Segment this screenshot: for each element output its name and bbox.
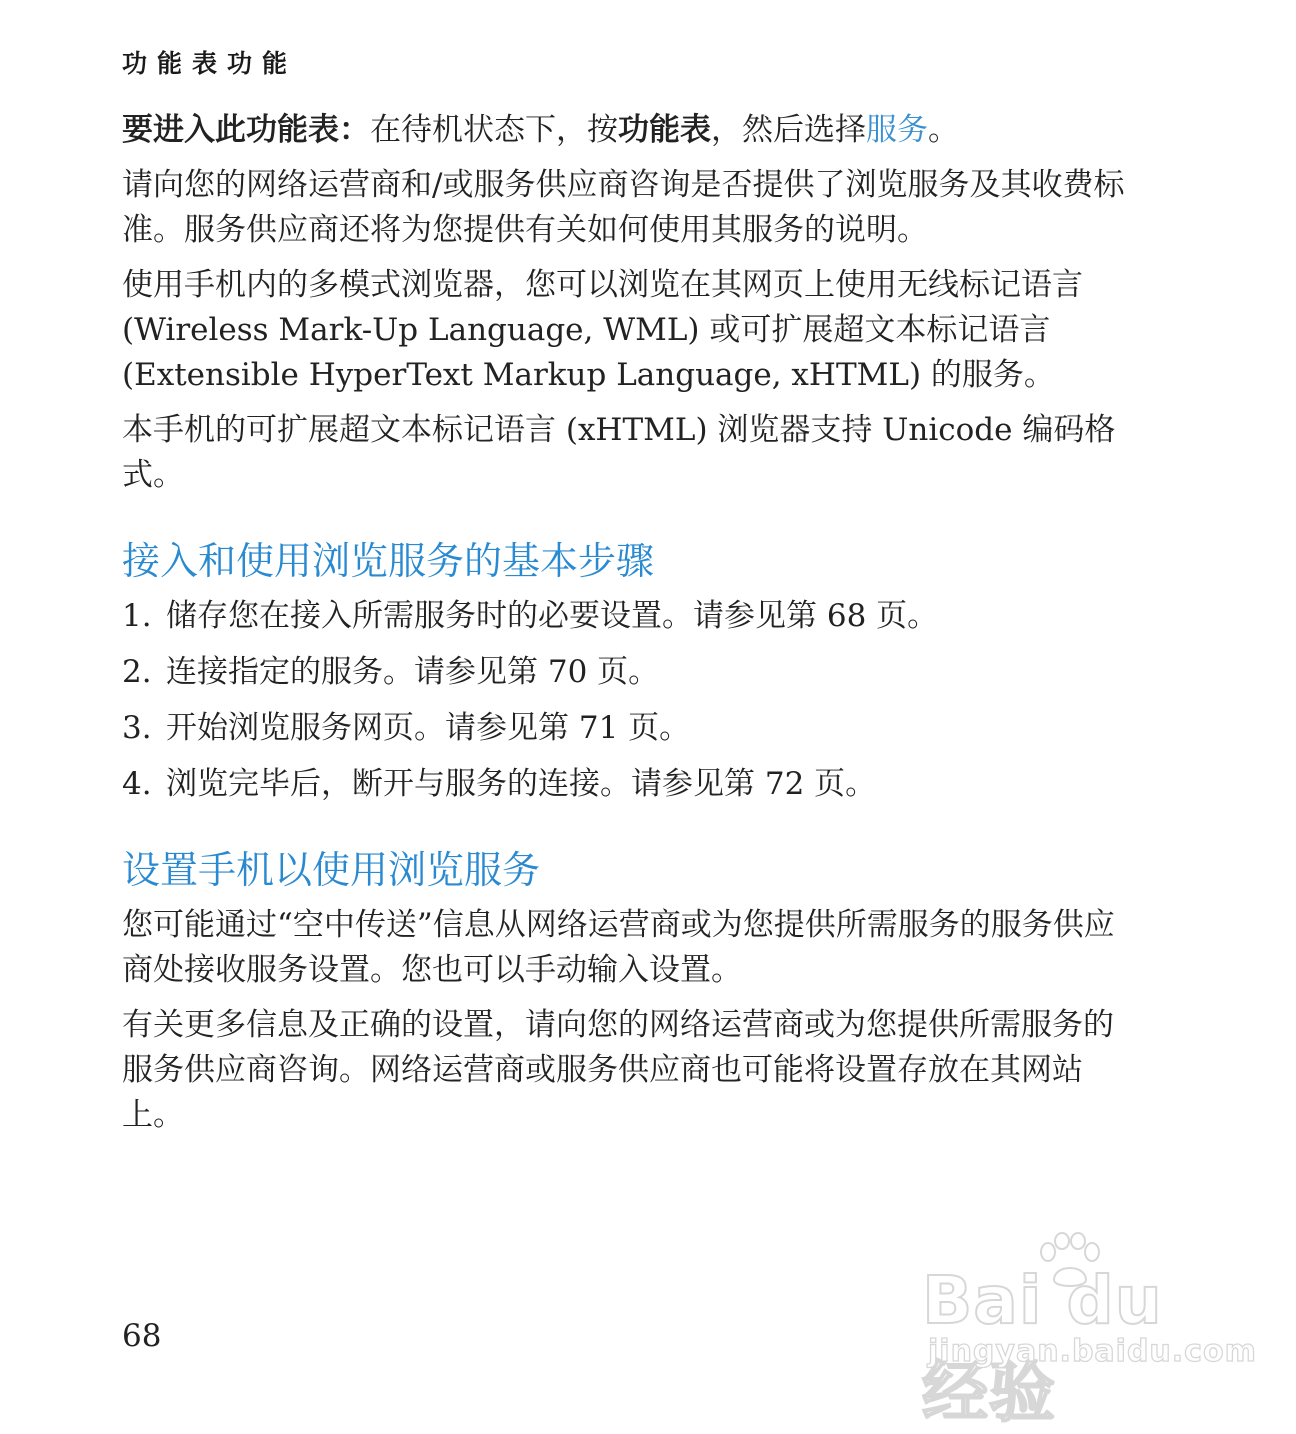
step-text: 开始浏览服务网页。请参见第 71 页。 <box>166 710 691 746</box>
services-menu-link[interactable]: 服务 <box>866 112 928 148</box>
watermark-brand: Bai du 经验 <box>922 1262 1163 1431</box>
access-text-1: 在待机状态下，按 <box>370 112 618 148</box>
section-heading-setup: 设置手机以使用浏览服务 <box>122 848 541 892</box>
setup-paragraph-1: 您可能通过“空中传送”信息从网络运营商或为您提供所需服务的服务供应商处接收服务设置。您也可以手动输入设置。 <box>122 907 1115 988</box>
page-content <box>122 108 1142 1148</box>
step-number: 3. <box>122 710 152 746</box>
step-number: 4. <box>122 766 152 802</box>
setup-paragraph-2: 有关更多信息及正确的设置，请向您的网络运营商或为您提供所需服务的服务供应商咨询。网络运营商或服务供应商也可能将设置存放在其网站上。 <box>122 1007 1114 1133</box>
baidu-jingyan-watermark <box>922 1232 1257 1431</box>
watermark-url: jingyan.baidu.com <box>928 1334 1257 1369</box>
list-item <box>122 706 1142 751</box>
steps-list <box>122 594 1142 807</box>
access-text-3: 。 <box>928 112 959 148</box>
access-key: 功能表 <box>618 112 711 148</box>
page-number: 68 <box>122 1318 162 1354</box>
list-item <box>122 594 1142 639</box>
access-label: 要进入此功能表： <box>122 112 370 148</box>
intro-paragraph-3: 本手机的可扩展超文本标记语言 (xHTML) 浏览器支持 Unicode 编码格式。 <box>122 412 1116 493</box>
step-text: 浏览完毕后，断开与服务的连接。请参见第 72 页。 <box>166 766 877 802</box>
running-header: 功能表功能 <box>122 49 298 78</box>
intro-paragraph-1: 请向您的网络运营商和/或服务供应商咨询是否提供了浏览服务及其收费标准。服务供应商还将为您提供有关如何使用其服务的说明。 <box>122 167 1125 248</box>
list-item <box>122 650 1142 695</box>
step-number: 2. <box>122 654 152 690</box>
step-text: 储存您在接入所需服务时的必要设置。请参见第 68 页。 <box>166 598 939 634</box>
access-text-2: ，然后选择 <box>711 112 866 148</box>
step-number: 1. <box>122 598 152 634</box>
section-heading-basic-steps: 接入和使用浏览服务的基本步骤 <box>122 539 655 583</box>
intro-paragraph-2: 使用手机内的多模式浏览器，您可以浏览在其网页上使用无线标记语言 (Wireless Mark-Up Language, WML) 或可扩展超文本标记语言 (Extensible HyperText Markup Language, xHTML) 的服务。 <box>122 267 1083 393</box>
list-item <box>122 762 1142 807</box>
access-instruction <box>122 108 1142 153</box>
step-text: 连接指定的服务。请参见第 70 页。 <box>166 654 660 690</box>
